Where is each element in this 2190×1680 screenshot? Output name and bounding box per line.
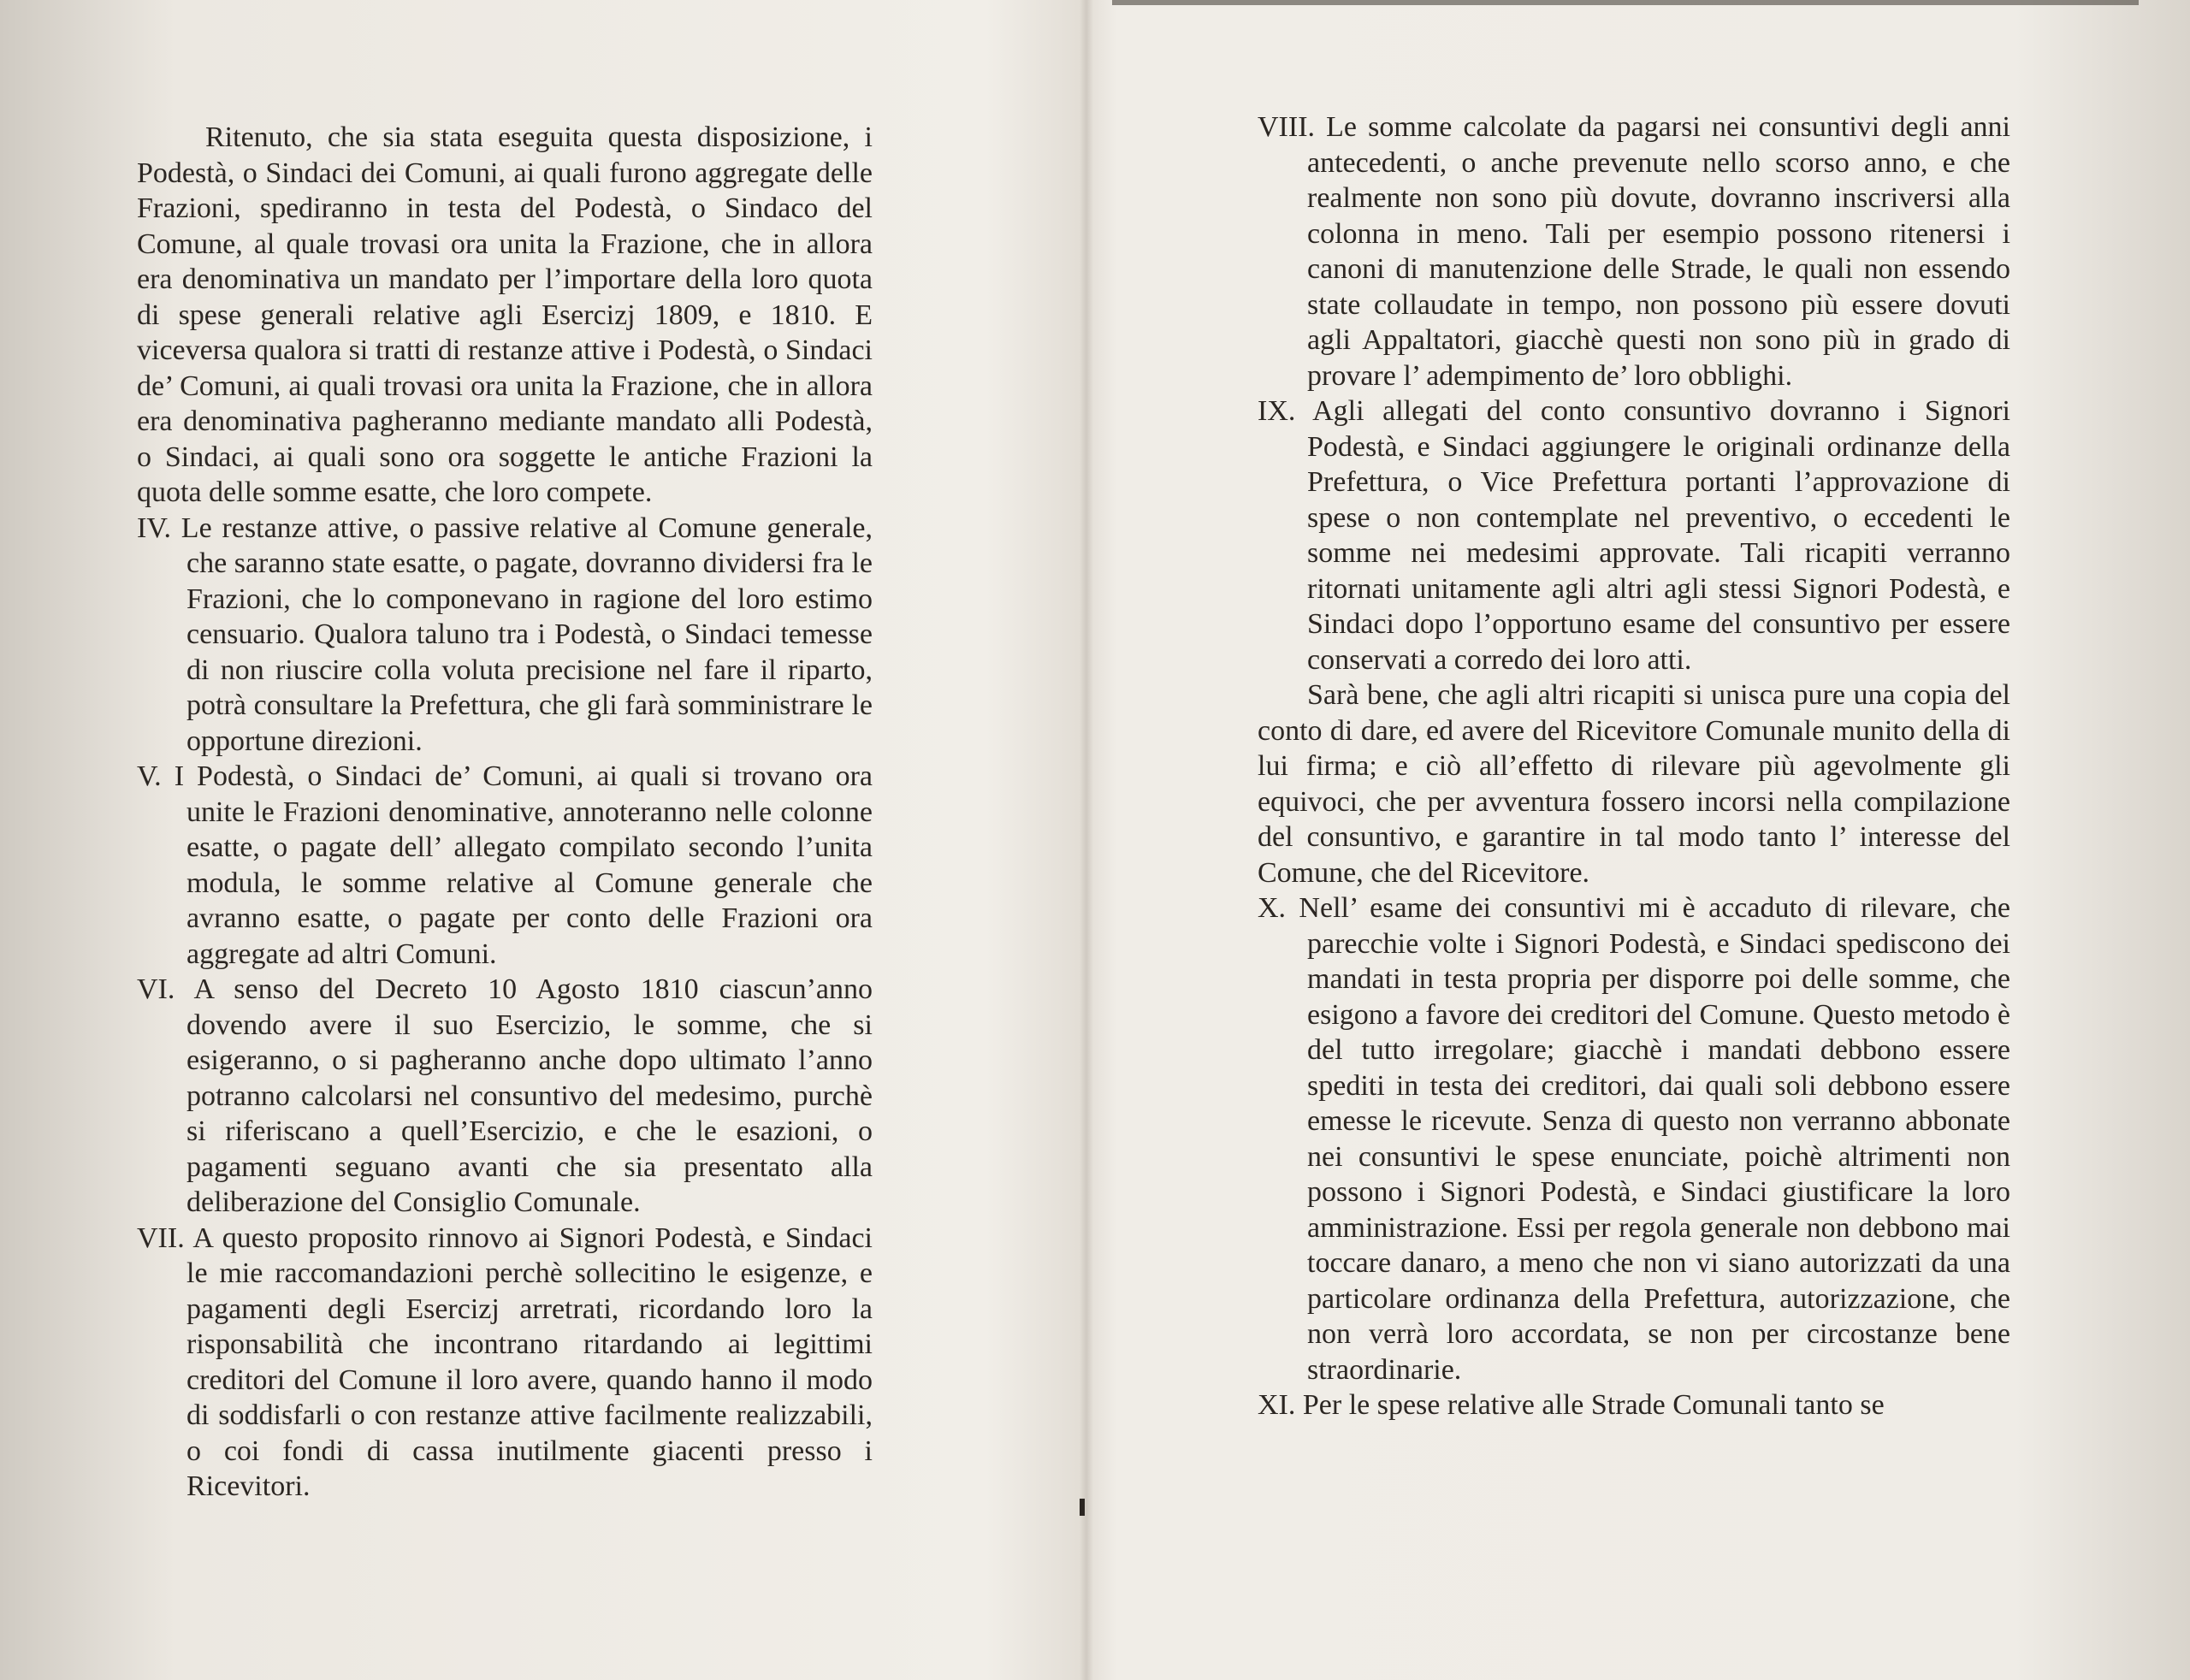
left-paragraph-vi: VI. A senso del Decreto 10 Agosto 1810 ciascun’anno dovendo avere il suo Esercizio, le somme, che si esigeranno, o si pagheranno anche dopo ultimato l’anno potranno calcolarsi nel consuntivo del medesimo, purchè si riferiscano a quell’Esercizio, e che le esazioni, o pagamenti seguano avanti che sia presentato alla deliberazione del Consiglio Comunale. [137,973,873,1218]
left-paragraph-ritenuto: Ritenuto, che sia stata eseguita questa disposizione, i Podestà, o Sindaci dei Comuni, ai quali furono aggregate delle Frazioni, spediranno in testa del Podestà, o Sindaco del Comune, al quale trovasi ora unita la Frazione, che in allora era denominativa un mandato per l’importare della loro quota di spese generali relative agli Esercizj 1809, e 1810. E viceversa qualora si tratti di restanze attive i Podestà, o Sindaci de’ Comuni, ai quali trovasi ora unita la Frazione, che in allora era denominativa pagheranno mediante mandato alli Podestà, o Sindaci, ai quali sono ora soggette le antiche Frazioni la quota delle somme esatte, che loro compete. [137,121,873,508]
left-paragraph-iv: IV. Le restanze attive, o passive relative al Comune generale, che saranno state esatte, o pagate, dovranno dividersi fra le Frazioni, che lo componevano in ragione del loro estimo censuario. Qualora taluno tra i Podestà, o Sindaci temesse di non riuscire colla voluta precisione nel fare il riparto, potrà consultare la Prefettura, che gli farà somministrare le opportune direzioni. [137,512,873,757]
right-paragraph-ix: IX. Agli allegati del conto consuntivo dovranno i Signori Podestà, e Sindaci aggiungere le originali ordinanze della Prefettura, o Vice Prefettura portanti l’approvazione di spese o non contemplate nel preventivo, o eccedenti le somme nei medesimi approvate. Tali ricapiti verranno ritornati unitamente agli altri agli stessi Signori Podestà, e Sindaci dopo l’opportuno esame del consuntivo per essere conservati a corredo dei loro atti. [1258,395,2010,676]
right-paragraph-sara-bene: Sarà bene, che agli altri ricapiti si unisca pure una copia del conto di dare, ed avere del Ricevitore Comunale munito della di lui firma; e ciò all’effetto di rilevare più agevolmente gli equivoci, che per avventura fossero incorsi nella compilazione del consuntivo, e garantire in tal modo tanto l’ interesse del Comune, che del Ricevitore. [1258,679,2010,889]
right-paragraph-x: X. Nell’ esame dei consuntivi mi è accaduto di rilevare, che parecchie volte i Signori Podestà, e Sindaci spediscono dei mandati in testa propria per disporre poi delle somme, che esigono a favore dei creditori del Comune. Questo metodo è del tutto irregolare; giacchè i mandati debbono essere spediti in testa dei creditori, dai quali soli debbono essere emesse le ricevute. Senza di questo non verranno abbonate nei consuntivi le spese enunciate, poichè altrimenti non possono i Signori Podestà, e Sindaci giustificare la loro amministrazione. Essi per regola generale non debbono mai toccare danaro, a meno che non vi siano autorizzati da una particolare ordinanza della Prefettura, autorizzazione, che non verrà loro accordata, se non per circostanze bene straordinarie. [1258,892,2010,1386]
left-paragraph-v: V. I Podestà, o Sindaci de’ Comuni, ai quali si trovano ora unite le Frazioni denominative, annoteranno nelle colonne esatte, o pagate dell’ allegato compilato secondo l’unita modula, le somme relative al Comune generale che avranno esatte, o pagate per conto delle Frazioni ora aggregate ad altri Comuni. [137,760,873,970]
right-paragraph-viii: VIII. Le somme calcolate da pagarsi nei consuntivi degli anni antecedenti, o anche prevenute nello scorso anno, e che realmente non sono più dovute, dovranno inscriversi alla colonna in meno. Tali per esempio possono ritenersi i canoni di manutenzione delle Strade, le quali non essendo state collaudate in tempo, non possono più essere dovuti agli Appaltatori, giacchè questi non sono più in grado di provare l’ adempimento de’ loro obblighi. [1258,111,2010,392]
left-paragraph-vii: VII. A questo proposito rinnovo ai Signori Podestà, e Sindaci le mie raccomandazioni perchè sollecitino le esigenze, e pagamenti degli Esercizj arretrati, ricordando loro la risponsabilità che incontrano ritardando ai legittimi creditori del Comune il loro avere, quando hanno il modo di soddisfarli o con restanze attive facilmente realizzabili, o coi fondi di cassa inutilmente giacenti presso i Ricevitori. [137,1222,873,1502]
left-page [137,120,873,1505]
right-paragraph-xi: XI. Per le spese relative alle Strade Comunali tanto se [1258,1389,1885,1421]
top-edge-shadow [1112,0,2139,5]
page-gutter [1080,0,1093,1680]
gutter-mark [1080,1499,1085,1516]
right-page [1258,109,2010,1423]
